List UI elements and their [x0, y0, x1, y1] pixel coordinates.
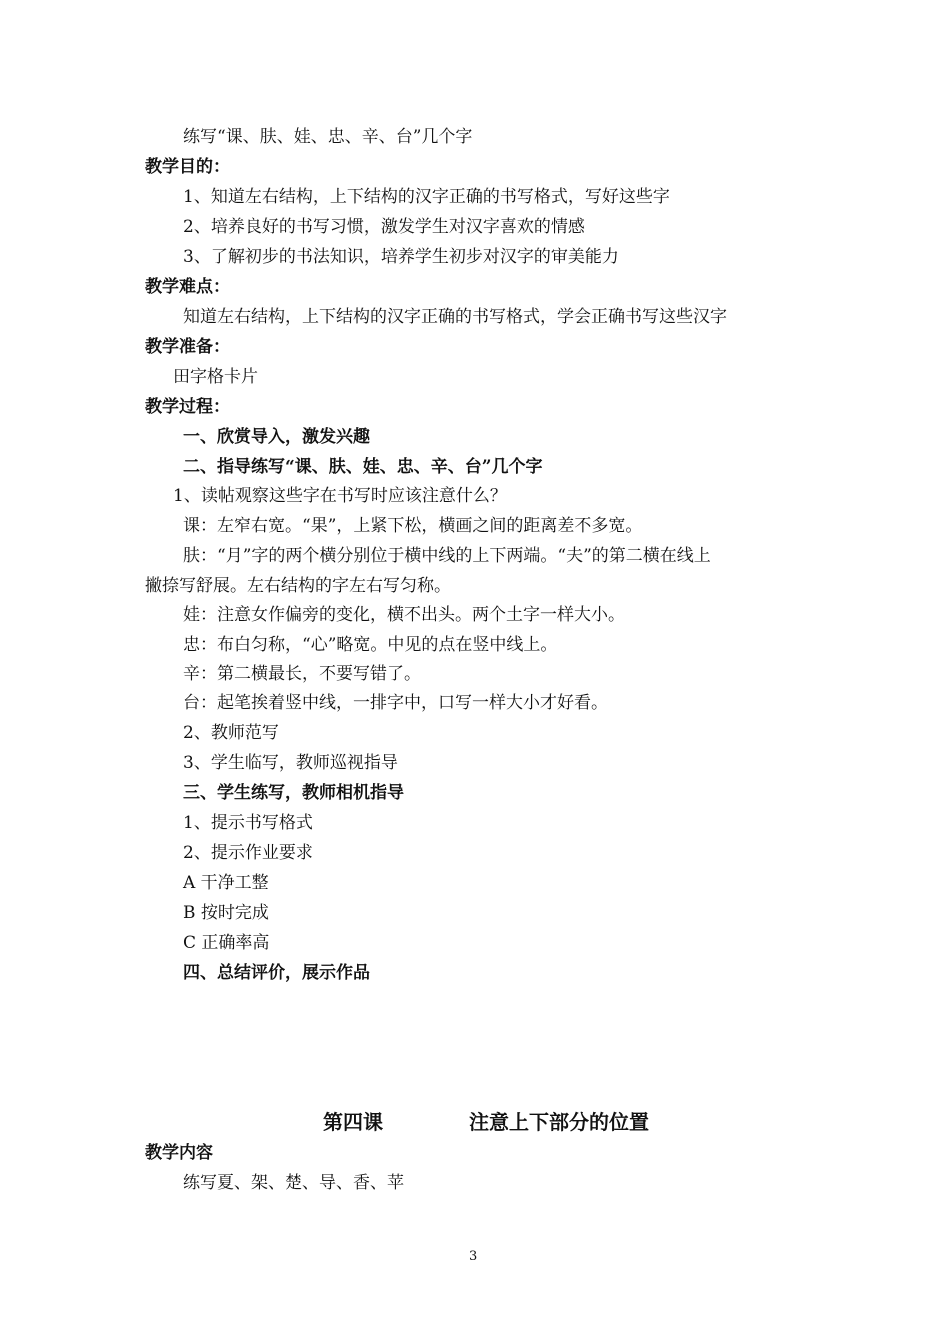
homework-hint: 2、提示作业要求: [183, 843, 313, 863]
observe-question: 1、读帖观察这些字在书写时应该注意什么？: [173, 486, 507, 506]
preparation-text: 田字格卡片: [173, 367, 258, 387]
note-xin: 辛：第二横最长，不要写错了。: [183, 664, 421, 684]
note-fu: 肤：“月”字的两个横分别位于横中线的上下两端。“夫”的第二横在线上: [183, 546, 711, 566]
lesson-title: 注意上下部分的位置: [469, 1110, 649, 1134]
process-step-2: 二、指导练写“课、肤、娃、忠、辛、台”几个字: [183, 457, 543, 477]
requirement-item: B 按时完成: [183, 903, 269, 923]
goal-item: 3、了解初步的书法知识，培养学生初步对汉字的审美能力: [183, 247, 619, 267]
goals-heading: 教学目的：: [145, 157, 230, 177]
content-text: 练写夏、架、楚、导、香、苹: [183, 1173, 404, 1193]
goal-item: 1、知道左右结构，上下结构的汉字正确的书写格式，写好这些字: [183, 187, 670, 207]
content-heading: 教学内容: [145, 1143, 213, 1163]
note-ke: 课：左窄右宽。“果”，上紧下松，横画之间的距离差不多宽。: [183, 516, 643, 536]
note-wa: 娃：注意女作偏旁的变化，横不出头。两个土字一样大小。: [183, 605, 625, 625]
process-heading: 教学过程：: [145, 397, 230, 417]
requirement-item: C 正确率高: [183, 933, 270, 953]
goal-item: 2、培养良好的书写习惯，激发学生对汉字喜欢的情感: [183, 217, 585, 237]
process-step-3: 三、学生练写，教师相机指导: [183, 783, 404, 803]
note-fu-continued: 撇捺写舒展。左右结构的字左右写匀称。: [145, 576, 451, 596]
intro-line: 练写“课、肤、娃、忠、辛、台”几个字: [183, 127, 473, 147]
preparation-heading: 教学准备：: [145, 337, 230, 357]
format-hint: 1、提示书写格式: [183, 813, 313, 833]
page-number: 3: [469, 1249, 478, 1264]
process-step-4: 四、总结评价，展示作品: [183, 963, 370, 983]
difficulty-heading: 教学难点：: [145, 277, 230, 297]
process-step-1: 一、欣赏导入，激发兴趣: [183, 427, 370, 447]
student-copy: 3、学生临写，教师巡视指导: [183, 753, 398, 773]
note-zhong: 忠：布白匀称，“心”略宽。中见的点在竖中线上。: [183, 635, 558, 655]
lesson-number: 第四课: [323, 1110, 383, 1134]
difficulty-text: 知道左右结构，上下结构的汉字正确的书写格式，学会正确书写这些汉字: [183, 307, 727, 327]
note-tai: 台：起笔挨着竖中线，一排字中，口写一样大小才好看。: [183, 693, 608, 713]
requirement-item: A 干净工整: [183, 873, 269, 893]
teacher-demo: 2、教师范写: [183, 723, 279, 743]
